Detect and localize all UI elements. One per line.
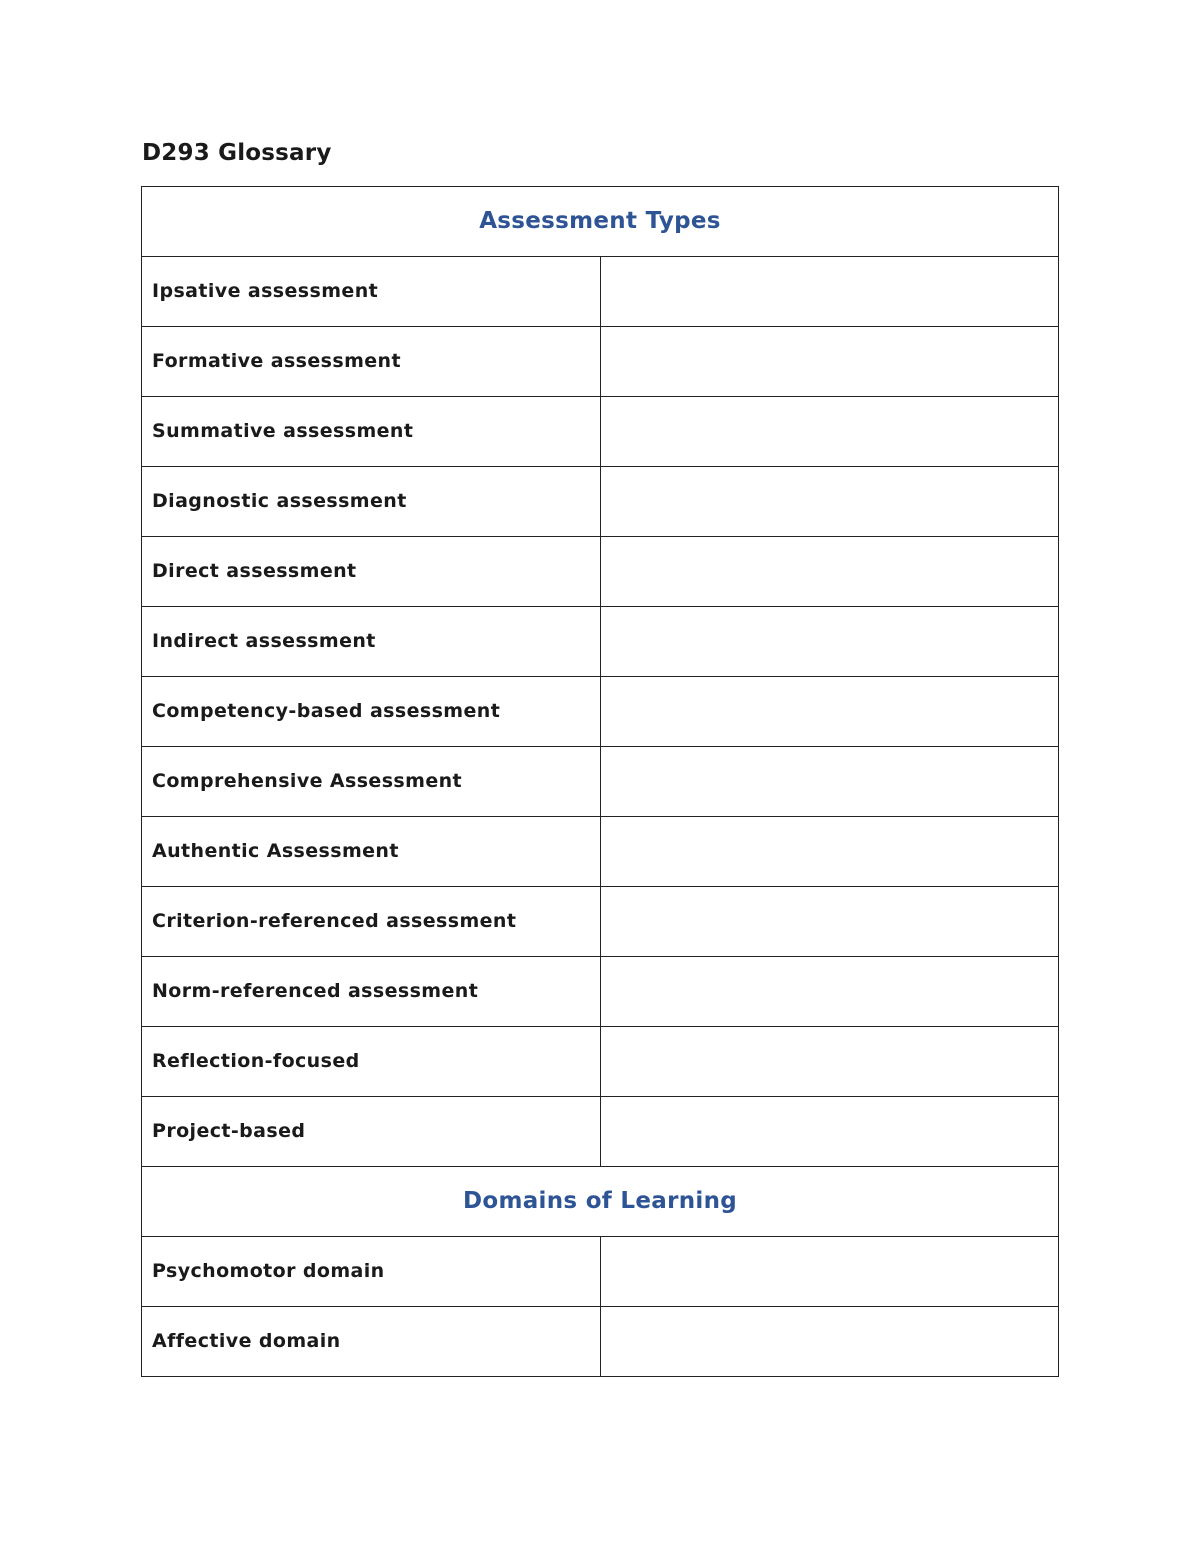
definition-cell[interactable] bbox=[600, 1237, 1059, 1307]
definition-cell[interactable] bbox=[600, 957, 1059, 1027]
table-row bbox=[142, 747, 1059, 817]
table-row bbox=[142, 817, 1059, 887]
term-cell: Project-based bbox=[142, 1097, 601, 1167]
definition-cell[interactable] bbox=[600, 257, 1059, 327]
term-cell: Norm-referenced assessment bbox=[142, 957, 601, 1027]
table-row bbox=[142, 327, 1059, 397]
table-row bbox=[142, 1027, 1059, 1097]
term-cell: Criterion-referenced assessment bbox=[142, 887, 601, 957]
definition-cell[interactable] bbox=[600, 1307, 1059, 1377]
definition-cell[interactable] bbox=[600, 467, 1059, 537]
term-cell: Summative assessment bbox=[142, 397, 601, 467]
page-title: D293 Glossary bbox=[142, 140, 332, 166]
term-cell: Competency-based assessment bbox=[142, 677, 601, 747]
definition-cell[interactable] bbox=[600, 747, 1059, 817]
table-row bbox=[142, 397, 1059, 467]
definition-cell[interactable] bbox=[600, 887, 1059, 957]
term-cell: Ipsative assessment bbox=[142, 257, 601, 327]
table-row bbox=[142, 1097, 1059, 1167]
term-cell: Psychomotor domain bbox=[142, 1237, 601, 1307]
definition-cell[interactable] bbox=[600, 1097, 1059, 1167]
table-row bbox=[142, 537, 1059, 607]
definition-cell[interactable] bbox=[600, 327, 1059, 397]
term-cell: Affective domain bbox=[142, 1307, 601, 1377]
term-cell: Diagnostic assessment bbox=[142, 467, 601, 537]
table-row bbox=[142, 607, 1059, 677]
section-header-row bbox=[142, 1167, 1059, 1237]
section-header-row bbox=[142, 187, 1059, 257]
definition-cell[interactable] bbox=[600, 1027, 1059, 1097]
term-cell: Comprehensive Assessment bbox=[142, 747, 601, 817]
table-row bbox=[142, 677, 1059, 747]
table-row bbox=[142, 1237, 1059, 1307]
term-cell: Indirect assessment bbox=[142, 607, 601, 677]
definition-cell[interactable] bbox=[600, 607, 1059, 677]
glossary-table bbox=[141, 186, 1059, 1377]
term-cell: Reflection-focused bbox=[142, 1027, 601, 1097]
table-row bbox=[142, 887, 1059, 957]
definition-cell[interactable] bbox=[600, 817, 1059, 887]
table-row bbox=[142, 1307, 1059, 1377]
table-row bbox=[142, 957, 1059, 1027]
definition-cell[interactable] bbox=[600, 677, 1059, 747]
definition-cell[interactable] bbox=[600, 397, 1059, 467]
table-row bbox=[142, 257, 1059, 327]
section-heading-assessment-types: Assessment Types bbox=[142, 187, 1059, 257]
section-heading-domains-of-learning: Domains of Learning bbox=[142, 1167, 1059, 1237]
table-row bbox=[142, 467, 1059, 537]
term-cell: Formative assessment bbox=[142, 327, 601, 397]
term-cell: Direct assessment bbox=[142, 537, 601, 607]
term-cell: Authentic Assessment bbox=[142, 817, 601, 887]
definition-cell[interactable] bbox=[600, 537, 1059, 607]
